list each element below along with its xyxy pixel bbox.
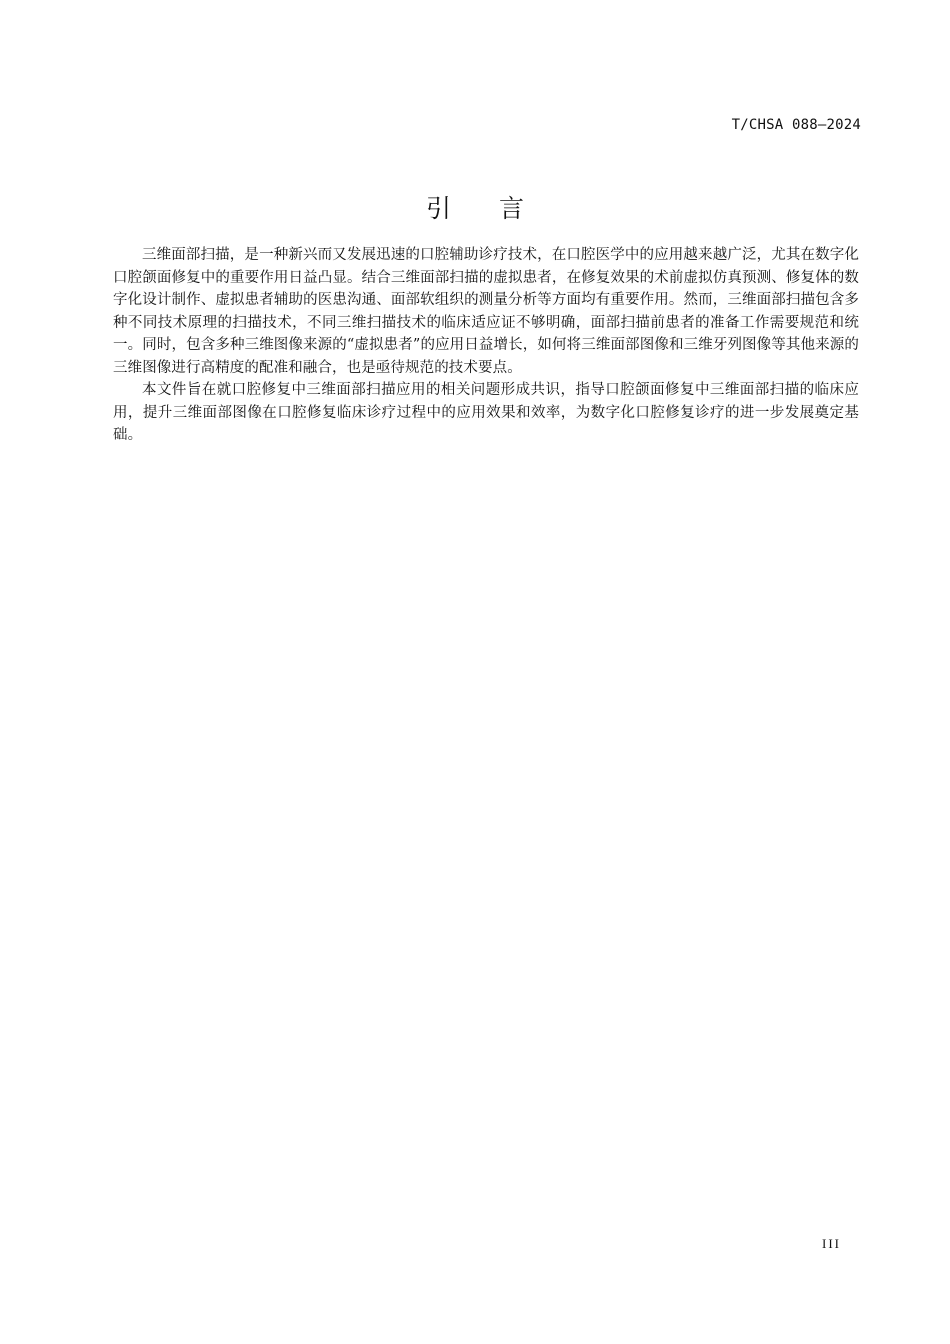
page-number: III	[822, 1236, 841, 1251]
document-code: T/CHSA 088—2024	[731, 117, 861, 133]
paragraph: 三维面部扫描，是一种新兴而又发展迅速的口腔辅助诊疗技术，在口腔医学中的应用越来越广泛，尤其在数字化口腔颌面修复中的重要作用日益凸显。结合三维面部扫描的虚拟患者，在修复效果的术前虚拟仿真预测、修复体的数字化设计制作、虚拟患者辅助的医患沟通、面部软组织的测量分析等方面均有重要作用。然而，三维面部扫描包含多种不同技术原理的扫描技术，不同三维扫描技术的临床适应证不够明确，面部扫描前患者的准备工作需要规范和统一。同时，包含多种三维图像来源的“虚拟患者”的应用日益增长，如何将三维面部图像和三维牙列图像等其他来源的三维图像进行高精度的配准和融合，也是亟待规范的技术要点。	[113, 247, 859, 376]
page-title: 引言	[425, 194, 572, 223]
paragraph: 本文件旨在就口腔修复中三维面部扫描应用的相关问题形成共识，指导口腔颌面修复中三维面部扫描的临床应用，提升三维面部图像在口腔修复临床诊疗过程中的应用效果和效率，为数字化口腔修复诊疗的进一步发展奠定基础。	[113, 382, 859, 443]
introduction-body	[113, 244, 859, 447]
